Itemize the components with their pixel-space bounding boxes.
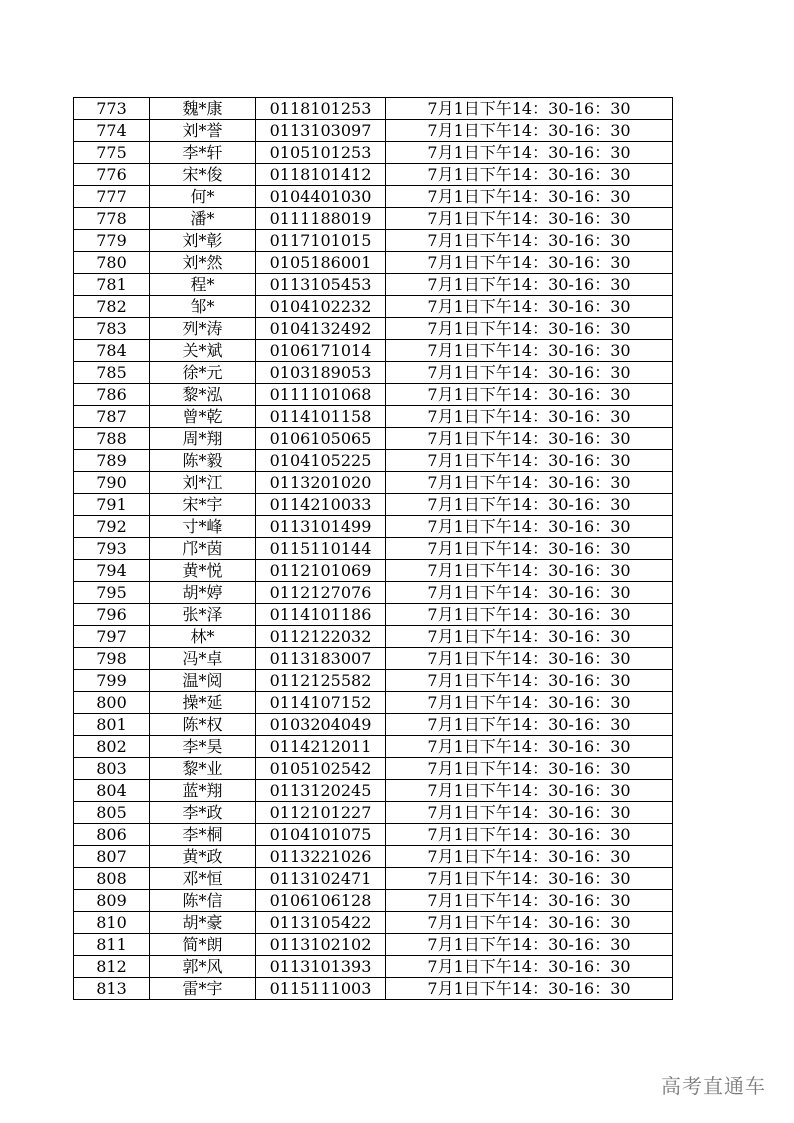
table-row (74, 296, 673, 318)
cell-seq-number: 776 (74, 164, 150, 186)
cell-seq-number: 810 (74, 912, 150, 934)
cell-student-name: 程* (150, 274, 256, 296)
cell-exam-time: 7月1日下午14：30-16：30 (386, 340, 673, 362)
table-row (74, 890, 673, 912)
cell-seq-number: 780 (74, 252, 150, 274)
cell-registration-id: 0114107152 (256, 692, 386, 714)
table-row (74, 714, 673, 736)
table-row (74, 934, 673, 956)
cell-seq-number: 795 (74, 582, 150, 604)
cell-exam-time: 7月1日下午14：30-16：30 (386, 714, 673, 736)
cell-exam-time: 7月1日下午14：30-16：30 (386, 274, 673, 296)
cell-student-name: 雷*宇 (150, 978, 256, 1000)
cell-student-name: 张*泽 (150, 604, 256, 626)
cell-student-name: 宋*宇 (150, 494, 256, 516)
cell-registration-id: 0113221026 (256, 846, 386, 868)
cell-seq-number: 792 (74, 516, 150, 538)
cell-seq-number: 774 (74, 120, 150, 142)
cell-seq-number: 805 (74, 802, 150, 824)
table-row (74, 230, 673, 252)
cell-exam-time: 7月1日下午14：30-16：30 (386, 626, 673, 648)
cell-seq-number: 786 (74, 384, 150, 406)
cell-exam-time: 7月1日下午14：30-16：30 (386, 428, 673, 450)
cell-exam-time: 7月1日下午14：30-16：30 (386, 736, 673, 758)
cell-exam-time: 7月1日下午14：30-16：30 (386, 208, 673, 230)
table-row (74, 98, 673, 120)
cell-seq-number: 803 (74, 758, 150, 780)
cell-registration-id: 0104401030 (256, 186, 386, 208)
cell-exam-time: 7月1日下午14：30-16：30 (386, 934, 673, 956)
cell-exam-time: 7月1日下午14：30-16：30 (386, 516, 673, 538)
cell-exam-time: 7月1日下午14：30-16：30 (386, 978, 673, 1000)
exam-schedule-table (73, 97, 673, 1000)
cell-registration-id: 0104105225 (256, 450, 386, 472)
cell-exam-time: 7月1日下午14：30-16：30 (386, 648, 673, 670)
cell-exam-time: 7月1日下午14：30-16：30 (386, 142, 673, 164)
cell-exam-time: 7月1日下午14：30-16：30 (386, 450, 673, 472)
table-row (74, 626, 673, 648)
cell-registration-id: 0113102471 (256, 868, 386, 890)
cell-registration-id: 0112125582 (256, 670, 386, 692)
cell-exam-time: 7月1日下午14：30-16：30 (386, 956, 673, 978)
cell-student-name: 李*昊 (150, 736, 256, 758)
table-row (74, 604, 673, 626)
cell-seq-number: 788 (74, 428, 150, 450)
table-row (74, 252, 673, 274)
cell-exam-time: 7月1日下午14：30-16：30 (386, 846, 673, 868)
cell-registration-id: 0113101393 (256, 956, 386, 978)
cell-registration-id: 0117101015 (256, 230, 386, 252)
cell-exam-time: 7月1日下午14：30-16：30 (386, 692, 673, 714)
watermark-logo-text: 高考直通车 (661, 1074, 766, 1098)
cell-student-name: 胡*婷 (150, 582, 256, 604)
table-row (74, 120, 673, 142)
cell-seq-number: 775 (74, 142, 150, 164)
cell-seq-number: 787 (74, 406, 150, 428)
cell-exam-time: 7月1日下午14：30-16：30 (386, 494, 673, 516)
cell-exam-time: 7月1日下午14：30-16：30 (386, 868, 673, 890)
cell-seq-number: 798 (74, 648, 150, 670)
cell-registration-id: 0118101253 (256, 98, 386, 120)
cell-registration-id: 0112101069 (256, 560, 386, 582)
cell-student-name: 郭*风 (150, 956, 256, 978)
cell-exam-time: 7月1日下午14：30-16：30 (386, 604, 673, 626)
cell-registration-id: 0105102542 (256, 758, 386, 780)
cell-seq-number: 777 (74, 186, 150, 208)
cell-seq-number: 784 (74, 340, 150, 362)
cell-student-name: 简*朗 (150, 934, 256, 956)
table-row (74, 318, 673, 340)
cell-registration-id: 0111101068 (256, 384, 386, 406)
cell-student-name: 何* (150, 186, 256, 208)
table-row (74, 824, 673, 846)
cell-registration-id: 0111188019 (256, 208, 386, 230)
cell-registration-id: 0106106128 (256, 890, 386, 912)
cell-exam-time: 7月1日下午14：30-16：30 (386, 98, 673, 120)
cell-student-name: 李*轩 (150, 142, 256, 164)
cell-student-name: 列*涛 (150, 318, 256, 340)
cell-student-name: 黎*业 (150, 758, 256, 780)
cell-student-name: 曾*乾 (150, 406, 256, 428)
cell-student-name: 蓝*翔 (150, 780, 256, 802)
cell-seq-number: 791 (74, 494, 150, 516)
cell-exam-time: 7月1日下午14：30-16：30 (386, 318, 673, 340)
cell-exam-time: 7月1日下午14：30-16：30 (386, 890, 673, 912)
table-row (74, 978, 673, 1000)
table-row (74, 340, 673, 362)
cell-seq-number: 807 (74, 846, 150, 868)
cell-student-name: 刘*江 (150, 472, 256, 494)
cell-exam-time: 7月1日下午14：30-16：30 (386, 670, 673, 692)
cell-student-name: 徐*元 (150, 362, 256, 384)
cell-exam-time: 7月1日下午14：30-16：30 (386, 120, 673, 142)
cell-seq-number: 804 (74, 780, 150, 802)
cell-seq-number: 808 (74, 868, 150, 890)
table-row (74, 538, 673, 560)
cell-student-name: 陈*毅 (150, 450, 256, 472)
cell-seq-number: 789 (74, 450, 150, 472)
cell-registration-id: 0115110144 (256, 538, 386, 560)
table-row (74, 670, 673, 692)
table-row (74, 868, 673, 890)
cell-student-name: 周*翔 (150, 428, 256, 450)
table-row (74, 208, 673, 230)
cell-seq-number: 785 (74, 362, 150, 384)
cell-exam-time: 7月1日下午14：30-16：30 (386, 472, 673, 494)
cell-seq-number: 783 (74, 318, 150, 340)
cell-student-name: 陈*权 (150, 714, 256, 736)
cell-exam-time: 7月1日下午14：30-16：30 (386, 164, 673, 186)
cell-registration-id: 0103189053 (256, 362, 386, 384)
cell-seq-number: 773 (74, 98, 150, 120)
table-row (74, 428, 673, 450)
table-body (74, 98, 673, 1000)
cell-student-name: 黎*泓 (150, 384, 256, 406)
cell-student-name: 李*政 (150, 802, 256, 824)
table-row (74, 736, 673, 758)
cell-registration-id: 0118101412 (256, 164, 386, 186)
cell-seq-number: 806 (74, 824, 150, 846)
table-row (74, 912, 673, 934)
cell-registration-id: 0105186001 (256, 252, 386, 274)
cell-student-name: 刘*誉 (150, 120, 256, 142)
table-row (74, 186, 673, 208)
cell-registration-id: 0104132492 (256, 318, 386, 340)
cell-registration-id: 0114101186 (256, 604, 386, 626)
cell-registration-id: 0114101158 (256, 406, 386, 428)
cell-exam-time: 7月1日下午14：30-16：30 (386, 296, 673, 318)
cell-student-name: 林* (150, 626, 256, 648)
cell-student-name: 刘*彰 (150, 230, 256, 252)
cell-seq-number: 790 (74, 472, 150, 494)
cell-seq-number: 801 (74, 714, 150, 736)
cell-registration-id: 0113105453 (256, 274, 386, 296)
cell-registration-id: 0104101075 (256, 824, 386, 846)
cell-student-name: 刘*然 (150, 252, 256, 274)
cell-student-name: 寸*峰 (150, 516, 256, 538)
cell-exam-time: 7月1日下午14：30-16：30 (386, 538, 673, 560)
cell-exam-time: 7月1日下午14：30-16：30 (386, 384, 673, 406)
cell-registration-id: 0112122032 (256, 626, 386, 648)
cell-seq-number: 809 (74, 890, 150, 912)
cell-exam-time: 7月1日下午14：30-16：30 (386, 824, 673, 846)
cell-student-name: 操*延 (150, 692, 256, 714)
cell-registration-id: 0113101499 (256, 516, 386, 538)
cell-exam-time: 7月1日下午14：30-16：30 (386, 362, 673, 384)
cell-exam-time: 7月1日下午14：30-16：30 (386, 582, 673, 604)
table-row (74, 780, 673, 802)
cell-seq-number: 799 (74, 670, 150, 692)
table-row (74, 582, 673, 604)
cell-registration-id: 0113102102 (256, 934, 386, 956)
cell-exam-time: 7月1日下午14：30-16：30 (386, 230, 673, 252)
cell-seq-number: 793 (74, 538, 150, 560)
cell-student-name: 李*桐 (150, 824, 256, 846)
cell-registration-id: 0115111003 (256, 978, 386, 1000)
table-row (74, 142, 673, 164)
cell-registration-id: 0113103097 (256, 120, 386, 142)
cell-seq-number: 779 (74, 230, 150, 252)
cell-seq-number: 811 (74, 934, 150, 956)
cell-exam-time: 7月1日下午14：30-16：30 (386, 780, 673, 802)
table-row (74, 516, 673, 538)
table-row (74, 472, 673, 494)
cell-student-name: 宋*俊 (150, 164, 256, 186)
table-row (74, 758, 673, 780)
cell-student-name: 胡*豪 (150, 912, 256, 934)
cell-registration-id: 0103204049 (256, 714, 386, 736)
table-row (74, 406, 673, 428)
table-row (74, 692, 673, 714)
cell-registration-id: 0113183007 (256, 648, 386, 670)
cell-seq-number: 813 (74, 978, 150, 1000)
cell-exam-time: 7月1日下午14：30-16：30 (386, 912, 673, 934)
table-row (74, 384, 673, 406)
cell-registration-id: 0106105065 (256, 428, 386, 450)
table-row (74, 362, 673, 384)
cell-registration-id: 0112127076 (256, 582, 386, 604)
cell-seq-number: 781 (74, 274, 150, 296)
table-row (74, 648, 673, 670)
cell-seq-number: 796 (74, 604, 150, 626)
cell-exam-time: 7月1日下午14：30-16：30 (386, 560, 673, 582)
cell-exam-time: 7月1日下午14：30-16：30 (386, 252, 673, 274)
cell-registration-id: 0105101253 (256, 142, 386, 164)
cell-exam-time: 7月1日下午14：30-16：30 (386, 406, 673, 428)
cell-student-name: 温*阅 (150, 670, 256, 692)
cell-registration-id: 0106171014 (256, 340, 386, 362)
cell-student-name: 邝*茵 (150, 538, 256, 560)
cell-student-name: 魏*康 (150, 98, 256, 120)
table-row (74, 450, 673, 472)
cell-seq-number: 797 (74, 626, 150, 648)
table-row (74, 164, 673, 186)
cell-student-name: 关*斌 (150, 340, 256, 362)
cell-student-name: 冯*卓 (150, 648, 256, 670)
cell-student-name: 邓*恒 (150, 868, 256, 890)
cell-registration-id: 0113105422 (256, 912, 386, 934)
cell-registration-id: 0114212011 (256, 736, 386, 758)
table-row (74, 956, 673, 978)
cell-student-name: 黄*悦 (150, 560, 256, 582)
cell-registration-id: 0104102232 (256, 296, 386, 318)
table-row (74, 802, 673, 824)
cell-registration-id: 0112101227 (256, 802, 386, 824)
table-row (74, 846, 673, 868)
cell-registration-id: 0113120245 (256, 780, 386, 802)
table-row (74, 560, 673, 582)
cell-registration-id: 0114210033 (256, 494, 386, 516)
cell-seq-number: 794 (74, 560, 150, 582)
cell-seq-number: 800 (74, 692, 150, 714)
table-row (74, 494, 673, 516)
cell-seq-number: 802 (74, 736, 150, 758)
cell-student-name: 潘* (150, 208, 256, 230)
cell-exam-time: 7月1日下午14：30-16：30 (386, 758, 673, 780)
cell-exam-time: 7月1日下午14：30-16：30 (386, 186, 673, 208)
cell-exam-time: 7月1日下午14：30-16：30 (386, 802, 673, 824)
cell-registration-id: 0113201020 (256, 472, 386, 494)
cell-seq-number: 782 (74, 296, 150, 318)
cell-seq-number: 812 (74, 956, 150, 978)
cell-student-name: 黄*政 (150, 846, 256, 868)
cell-seq-number: 778 (74, 208, 150, 230)
cell-student-name: 陈*信 (150, 890, 256, 912)
cell-student-name: 邹* (150, 296, 256, 318)
table-row (74, 274, 673, 296)
